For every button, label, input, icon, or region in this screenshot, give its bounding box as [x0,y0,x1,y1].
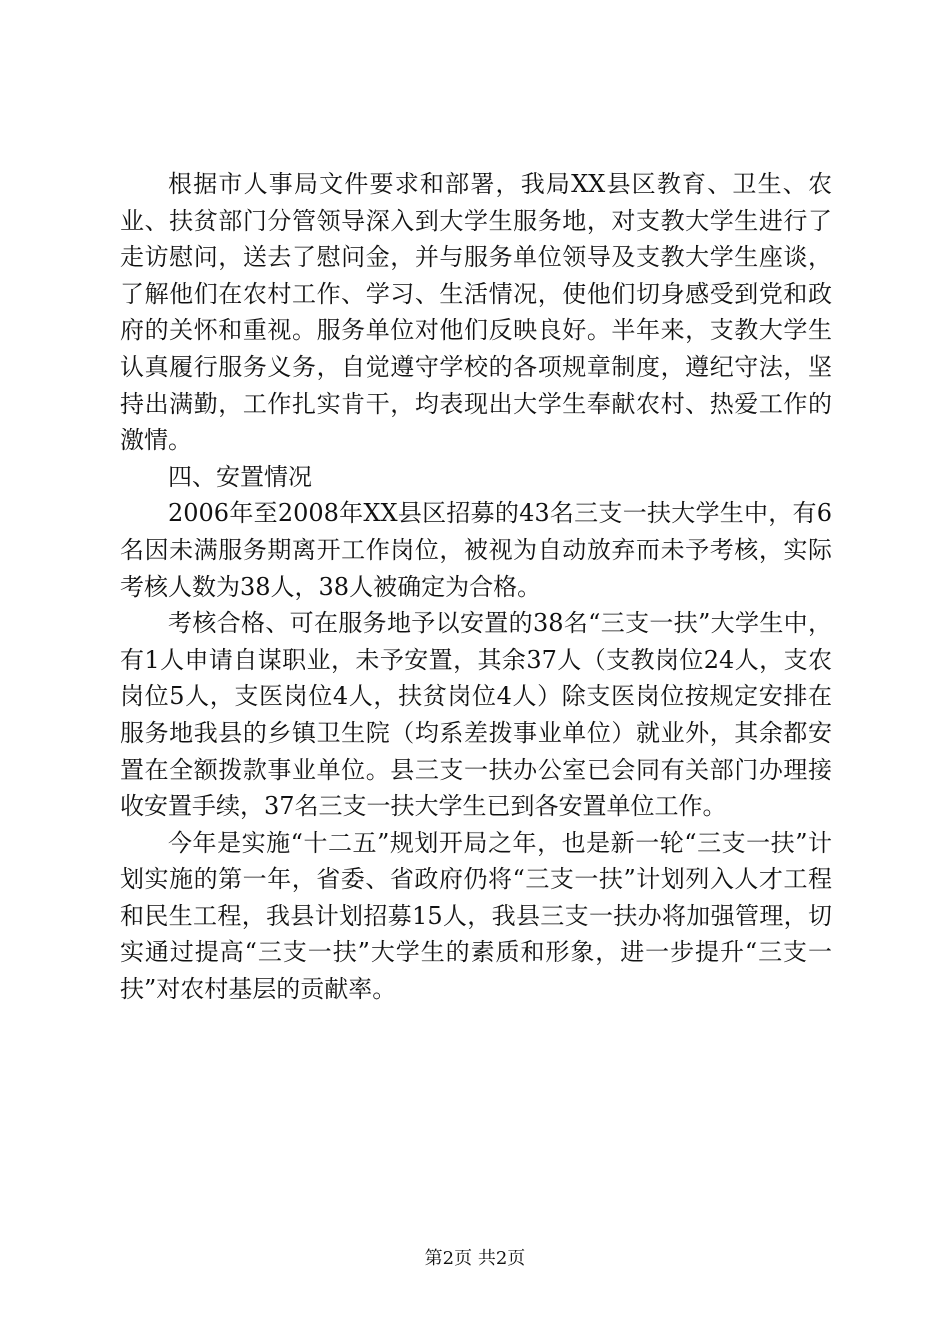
paragraph-placement: 考核合格、可在服务地予以安置的38名“三支一扶”大学生中，有1人申请自谋职业，未予安置，其余37人（支教岗位24人，支农岗位5人，支医岗位4人，扶贫岗位4人）除支医岗位按规定安排在服务地我县的乡镇卫生院（均系差拨事业单位）就业外，其余都安置在全额拨款事业单位。县三支一扶办公室已会同有关部门办理接收安置手续，37名三支一扶大学生已到各安置单位工作。 [120,609,832,821]
page-number-footer: 第2页 共2页 [424,1248,526,1269]
document-body [120,166,832,1008]
paragraph-recruitment: 2006年至2008年XX县区招募的43名三支一扶大学生中，有6名因未满服务期离开工作岗位，被视为自动放弃而未予考核，实际考核人数为38人，38人被确定为合格。 [120,499,832,601]
section-heading-placement: 四、安置情况 [168,462,312,491]
paragraph-plan: 今年是实施“十二五”规划开局之年，也是新一轮“三支一扶”计划实施的第一年，省委、省政府仍将“三支一扶”计划列入人才工程和民生工程，我县计划招募15人，我县三支一扶办将加强管理，切实通过提高“三支一扶”大学生的素质和形象，进一步提升“三支一扶”对农村基层的贡献率。 [120,828,832,1004]
paragraph-visit: 根据市人事局文件要求和部署，我局XX县区教育、卫生、农业、扶贫部门分管领导深入到大学生服务地，对支教大学生进行了走访慰问，送去了慰问金，并与服务单位领导及支教大学生座谈，了解他们在农村工作、学习、生活情况，使他们切身感受到党和政府的关怀和重视。服务单位对他们反映良好。半年来，支教大学生认真履行服务义务，自觉遵守学校的各项规章制度，遵纪守法，坚持出满勤，工作扎实肯干，均表现出大学生奉献农村、热爱工作的激情。 [120,170,832,455]
